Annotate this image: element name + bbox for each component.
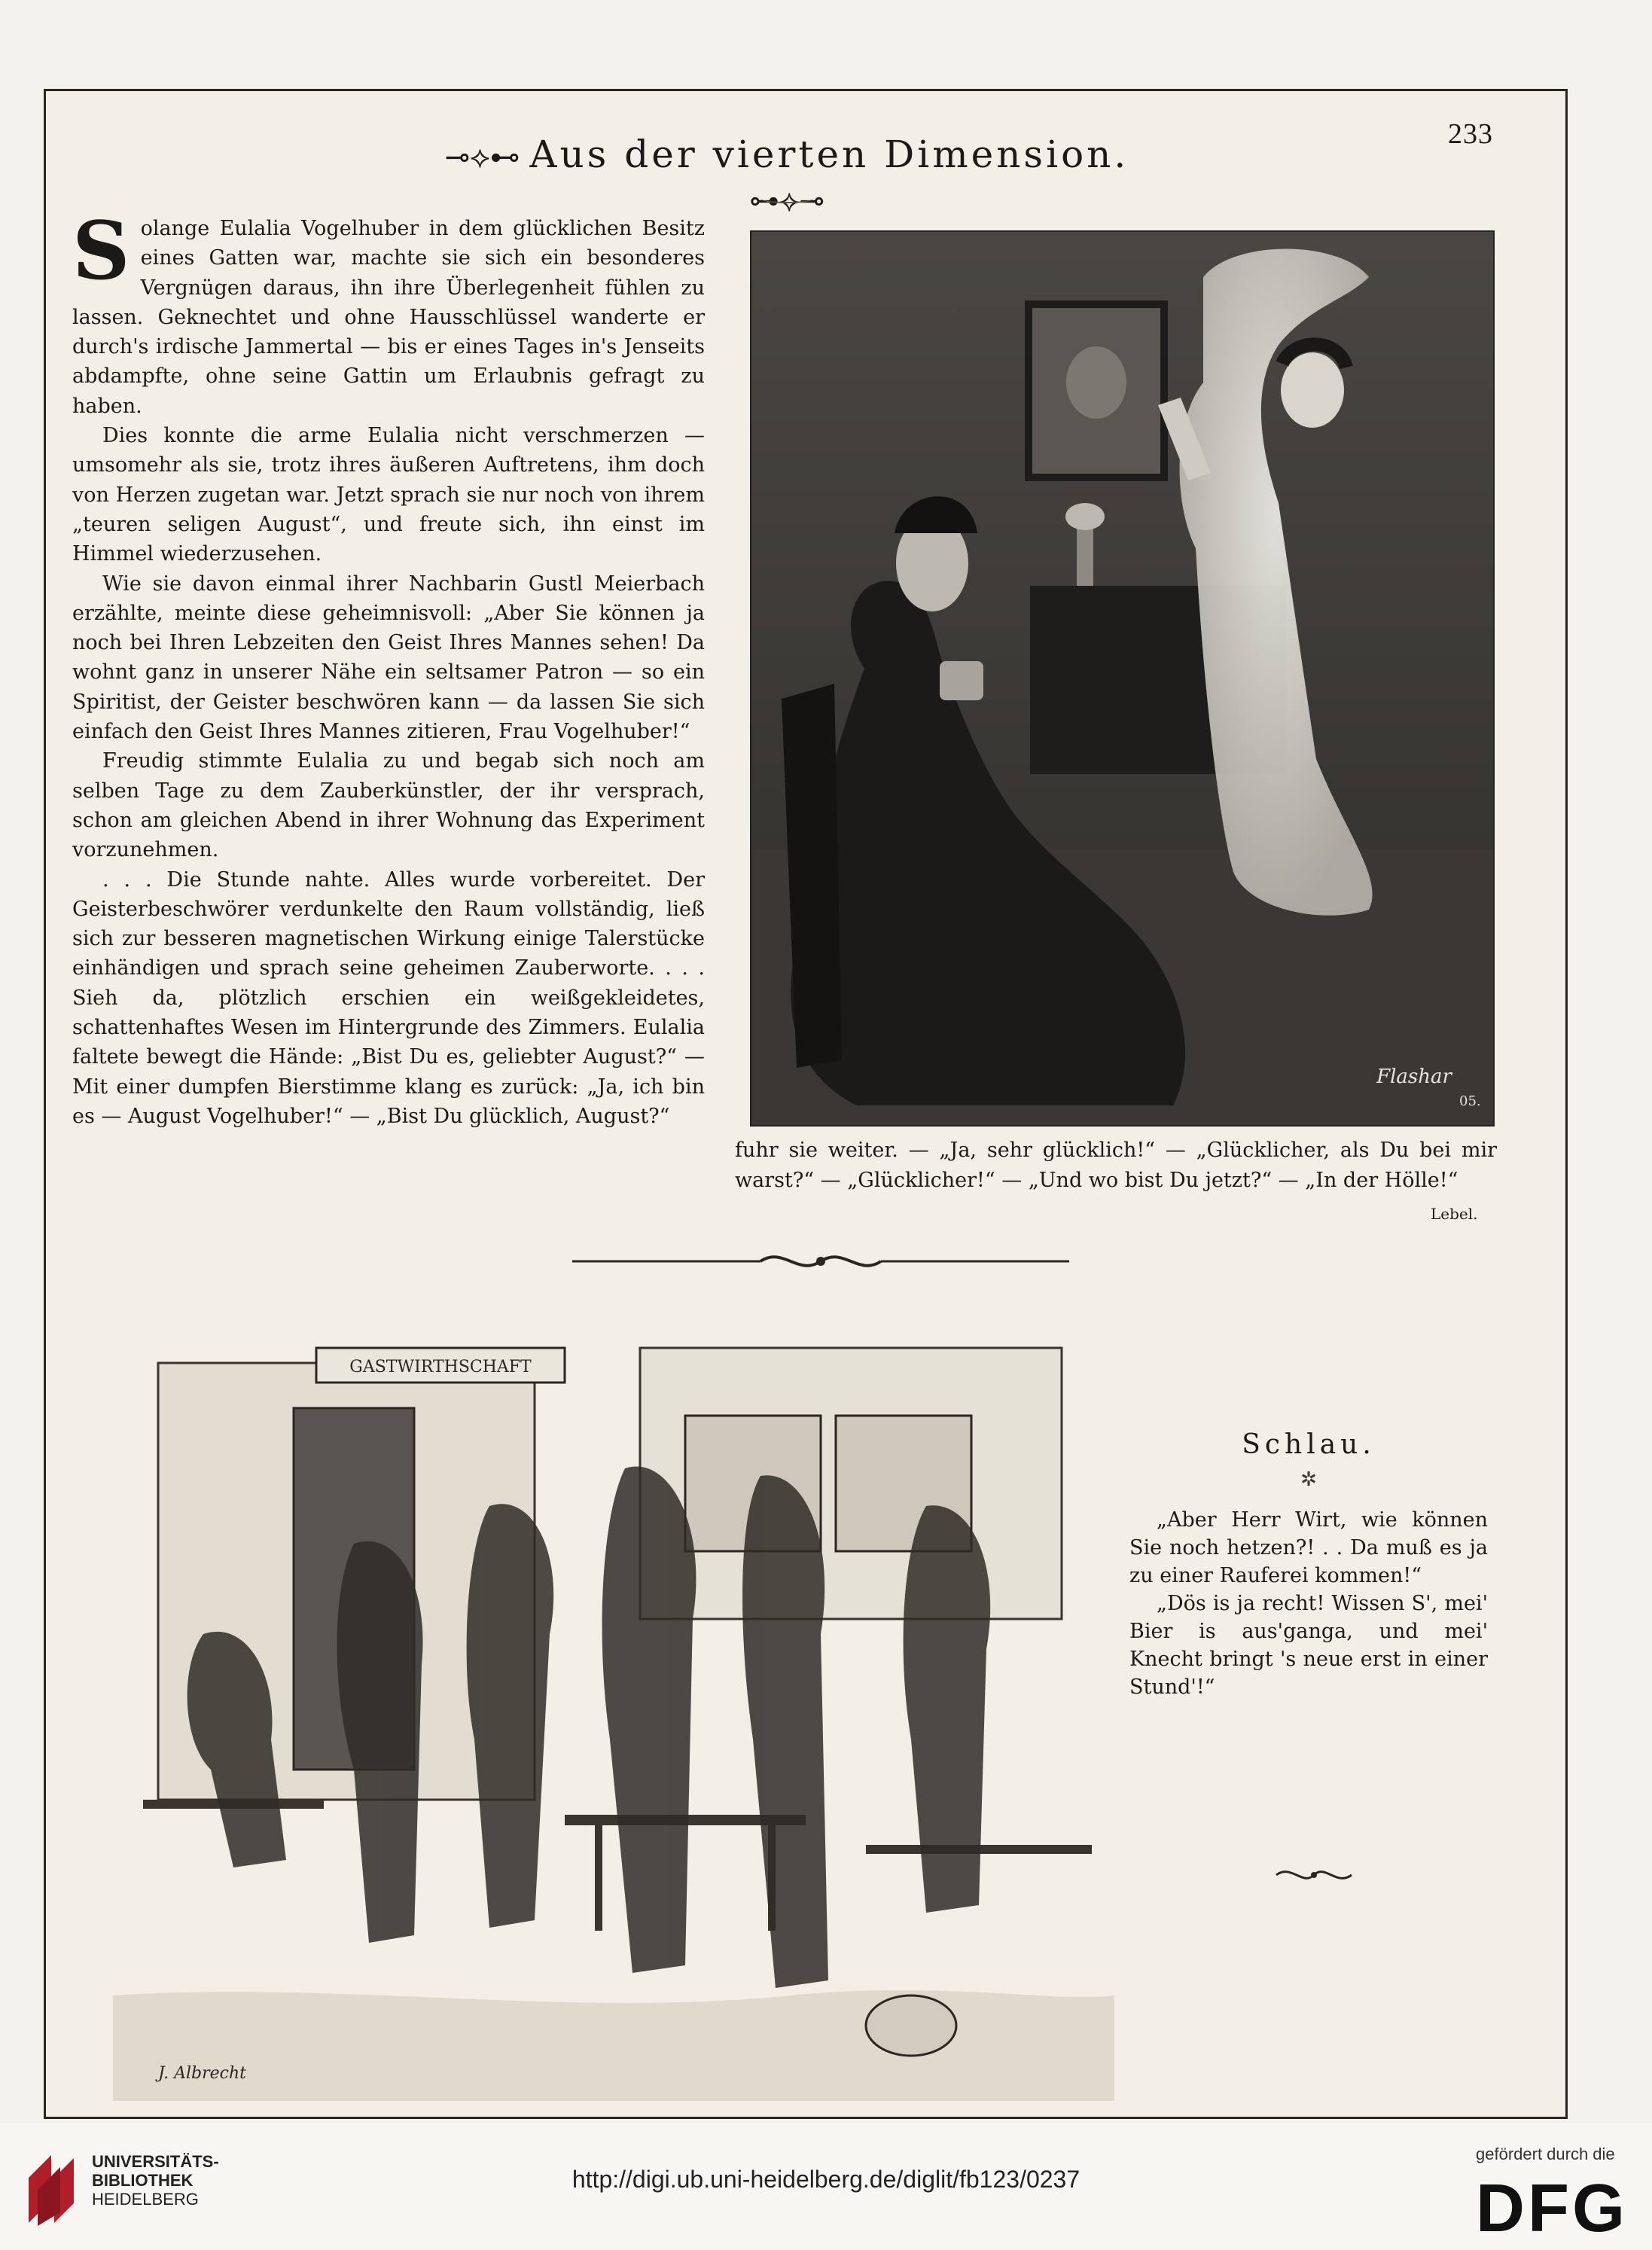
seance-illustration [750,230,1495,1127]
story-paragraph: Solange Eulalia Vogelhuber in dem glücklichen Besitz eines Gatten war, machte sie sich ein besonderes Vergnügen daraus, ihn ihre Überlegenheit fühlen zu lassen. Geknechtet und ohne Hausschlüssel wanderte er durch's irdische Jammertal — bis er eines Tages in's Jenseits abdampfte, ohne seine Gattin um Erlaubnis gefragt zu haben. [72,203,705,418]
story-continuation: fuhr sie weiter. — „Ja, sehr glücklich!“ — „Glücklicher, als Du bei mir warst?“ — „Glücklicher!“ — „Und wo bist Du jetzt?“ — „In der Hölle!“ [735,1139,1497,1192]
joke-paragraph: „Aber Herr Wirt, wie können Sie noch hetzen?! . . Da muß es ja zu einer Rauferei kommen!“ [1129,1508,1488,1587]
inn-sign-text: GASTWIRTHSCHAFT [349,1358,532,1377]
illustration-signature: Flashar [1376,1066,1452,1088]
ground [113,1990,1114,2101]
barrel [866,1995,956,2056]
title-text: Aus der vierten Dimension. [529,133,1129,176]
story-paragraph: Wie sie davon einmal ihrer Nachbarin Gustl Meierbach erzählte, meinte diese geheimnisvoll: „Aber Sie können ja noch bei Ihren Lebzeiten den Geist Ihres Mannes sehen! Da wohnt ganz in unserer Nähe ein seltsamer Patron — so ein Spiritist, der Geister beschwören kann — da lassen Sie sich einfach den Geist Ihres Mannes zitieren, Frau Vogelhuber!“ [72,572,705,744]
section-divider [572,1246,1069,1276]
story-paragraph: . . . Die Stunde nahte. Alles wurde vorbereitet. Der Geisterbeschwörer verdunkelte den Raum vollständig, ließ sich zur besseren magnetischen Wirkung einige Talerstücke einhändigen und sprach seine geheimen Zauberworte. . . . Sieh da, plötzlich erschien ein weißgekleidetes, schattenhaftes Wesen im Hintergrunde des Zimmers. Eulalia faltete bewegt die Hände: „Bist Du es, geliebter August?“ — Mit einer dumpfen Bierstimme klang es zurück: „Ja, ich bin es — August Vogelhuber!“ — „Bist Du glücklich, August?“ [72,867,705,1128]
author-signature: Lebel. [1431,1205,1478,1223]
joke-paragraph: „Dös is ja recht! Wissen S', mei' Bier is aus'ganga, und mei' Knecht bringt 's neue erst in einer Stund'!“ [1129,1592,1488,1699]
drop-cap: S [72,203,130,297]
title-flourish [760,194,813,203]
story-column [72,203,705,1131]
portrait-face [1066,346,1126,419]
article-title [403,133,1171,218]
joke-star-icon: ✲ [1300,1468,1317,1491]
library-name: UNIVERSITÄTS- BIBLIOTHEK HEIDELBERG [92,2152,219,2209]
illustration2-signature: J. Albrecht [158,2064,246,2083]
title-ornament-left: ⊸⟡⊷ [444,140,530,175]
tavern-illustration [113,1318,1114,2101]
page-number: 233 [1448,118,1493,150]
dfg-logo: DFG [1476,2171,1628,2246]
illustration-year: 05. [1459,1093,1481,1109]
joke-ornament [1273,1860,1355,1890]
joke-box [1129,1431,1488,1701]
story-paragraph: Dies konnte die arme Eulalia nicht verschmerzen — umsomehr als sie, trotz ihres äußeren Auftretens, ihm doch von Herzen zugetan war. Jetzt sprach sie nur noch von ihrem „teuren seligen August“, und freute sich, ihn einst im Himmel wiederzusehen. [72,424,705,566]
title-ornament-right: ⊶⟡⊸ [749,184,824,218]
joke-heading: Schlau. [1242,1429,1376,1460]
source-url-link[interactable]: http://digi.ub.uni-heidelberg.de/diglit/fb123/0237 [571,2166,1081,2193]
story-paragraph: Freudig stimmte Eulalia zu und begab sich noch am selben Tage zu dem Zauberkünstler, der ihr versprach, schon am gleichen Abend in ihrer Wohnung das Experiment vorzunehmen. [72,749,705,862]
funding-note: gefördert durch die [1476,2145,1615,2163]
